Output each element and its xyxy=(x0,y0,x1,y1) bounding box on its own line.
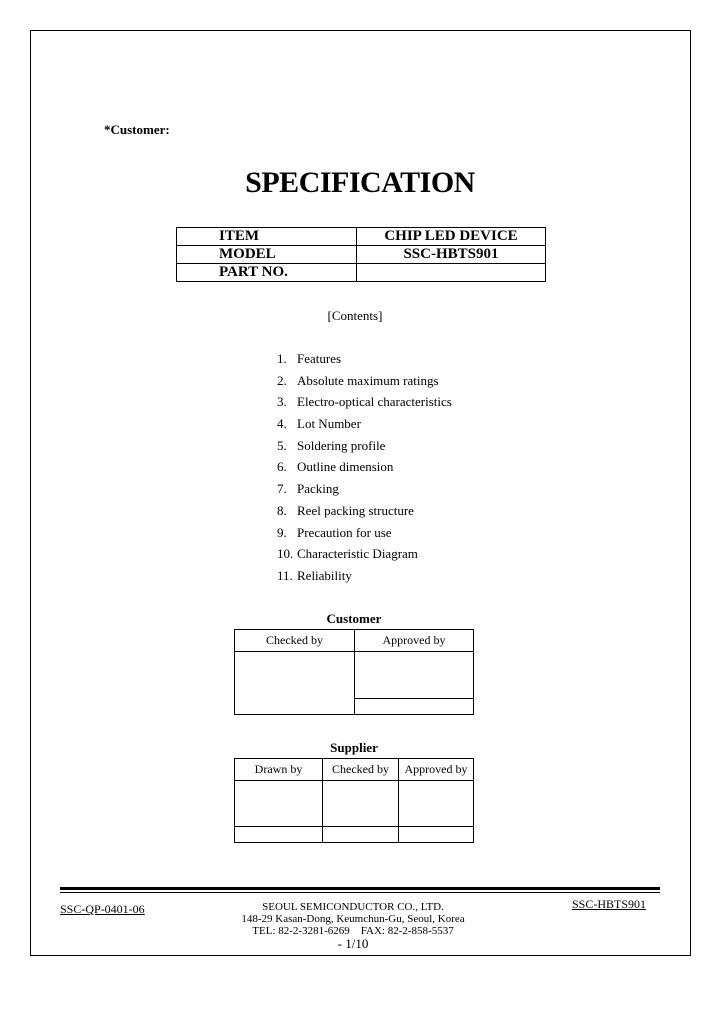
item-label: Reliability xyxy=(297,567,352,583)
footer-rule xyxy=(60,892,660,893)
contents-item xyxy=(277,502,452,524)
col-header: Approved by xyxy=(399,759,474,781)
item-number: 11. xyxy=(277,567,293,583)
contents-list xyxy=(277,350,452,589)
contents-item xyxy=(277,415,452,437)
date-cell xyxy=(323,827,399,843)
customer-heading: Customer xyxy=(326,611,382,626)
signature-cell xyxy=(235,781,323,827)
item-number: 1. xyxy=(277,351,287,366)
item-label: Outline dimension xyxy=(297,459,394,475)
item-label: Electro-optical characteristics xyxy=(297,394,452,410)
item-label: Features xyxy=(297,351,342,366)
footer-model: SSC-HBTS901 xyxy=(572,897,647,911)
company-name: SEOUL SEMICONDUCTOR CO., LTD. xyxy=(262,901,444,913)
signature-cell xyxy=(355,652,474,699)
item-label: Lot Number xyxy=(297,416,361,432)
item-number: 7. xyxy=(277,481,287,497)
item-number: 5. xyxy=(277,437,287,453)
item-label: Characteristic Diagram xyxy=(297,546,418,562)
item-number: 8. xyxy=(277,502,287,518)
doc-code: SSC-QP-0401-06 xyxy=(60,902,145,916)
spec-key: MODEL xyxy=(177,246,357,264)
date-cell xyxy=(355,698,474,714)
col-header: Checked by xyxy=(235,630,355,652)
signature-cell xyxy=(323,781,399,827)
item-number: 2. xyxy=(277,372,287,388)
contents-item xyxy=(277,567,452,589)
contents-item xyxy=(277,372,452,394)
contents-item xyxy=(277,458,452,480)
date-cell xyxy=(399,827,474,843)
spec-table xyxy=(176,227,546,282)
col-header: Approved by xyxy=(355,630,474,652)
col-header: Checked by xyxy=(323,759,399,781)
date-cell xyxy=(235,827,323,843)
item-number: 4. xyxy=(277,416,287,432)
company-phone: TEL: 82-2-3281-6269 FAX: 82-2-858-5537 xyxy=(252,925,454,937)
spec-value xyxy=(357,264,546,282)
contents-heading: [Contents] xyxy=(327,308,383,323)
contents-item xyxy=(277,524,452,546)
company-info xyxy=(0,901,706,951)
item-label: Packing xyxy=(297,481,339,497)
supplier-signature-table xyxy=(234,758,474,843)
item-number: 9. xyxy=(277,524,287,540)
customer-label: *Customer: xyxy=(104,122,170,137)
spec-key: PART NO. xyxy=(177,264,357,282)
spec-key: ITEM xyxy=(177,228,357,246)
item-number: 10. xyxy=(277,546,294,562)
item-label: Reel packing structure xyxy=(297,502,414,518)
item-number: 6. xyxy=(277,459,287,475)
page-number: - 1/10 xyxy=(337,936,369,951)
supplier-heading: Supplier xyxy=(330,740,378,755)
customer-signature-table xyxy=(234,629,474,715)
company-address: 148-29 Kasan-Dong, Keumchun-Gu, Seoul, Korea xyxy=(241,913,465,925)
contents-item xyxy=(277,393,452,415)
col-header: Drawn by xyxy=(235,759,323,781)
contents-item xyxy=(277,350,452,372)
spec-value: SSC-HBTS901 xyxy=(357,246,546,264)
spec-value: CHIP LED DEVICE xyxy=(357,228,546,246)
item-label: Soldering profile xyxy=(297,437,386,453)
item-number: 3. xyxy=(277,394,287,410)
contents-item xyxy=(277,480,452,502)
item-label: Precaution for use xyxy=(297,524,392,540)
contents-item xyxy=(277,437,452,459)
item-label: Absolute maximum ratings xyxy=(297,372,439,388)
document-title: SPECIFICATION xyxy=(245,166,475,199)
footer-rule xyxy=(60,887,660,890)
contents-item xyxy=(277,545,452,567)
signature-cell xyxy=(235,652,355,715)
signature-cell xyxy=(399,781,474,827)
